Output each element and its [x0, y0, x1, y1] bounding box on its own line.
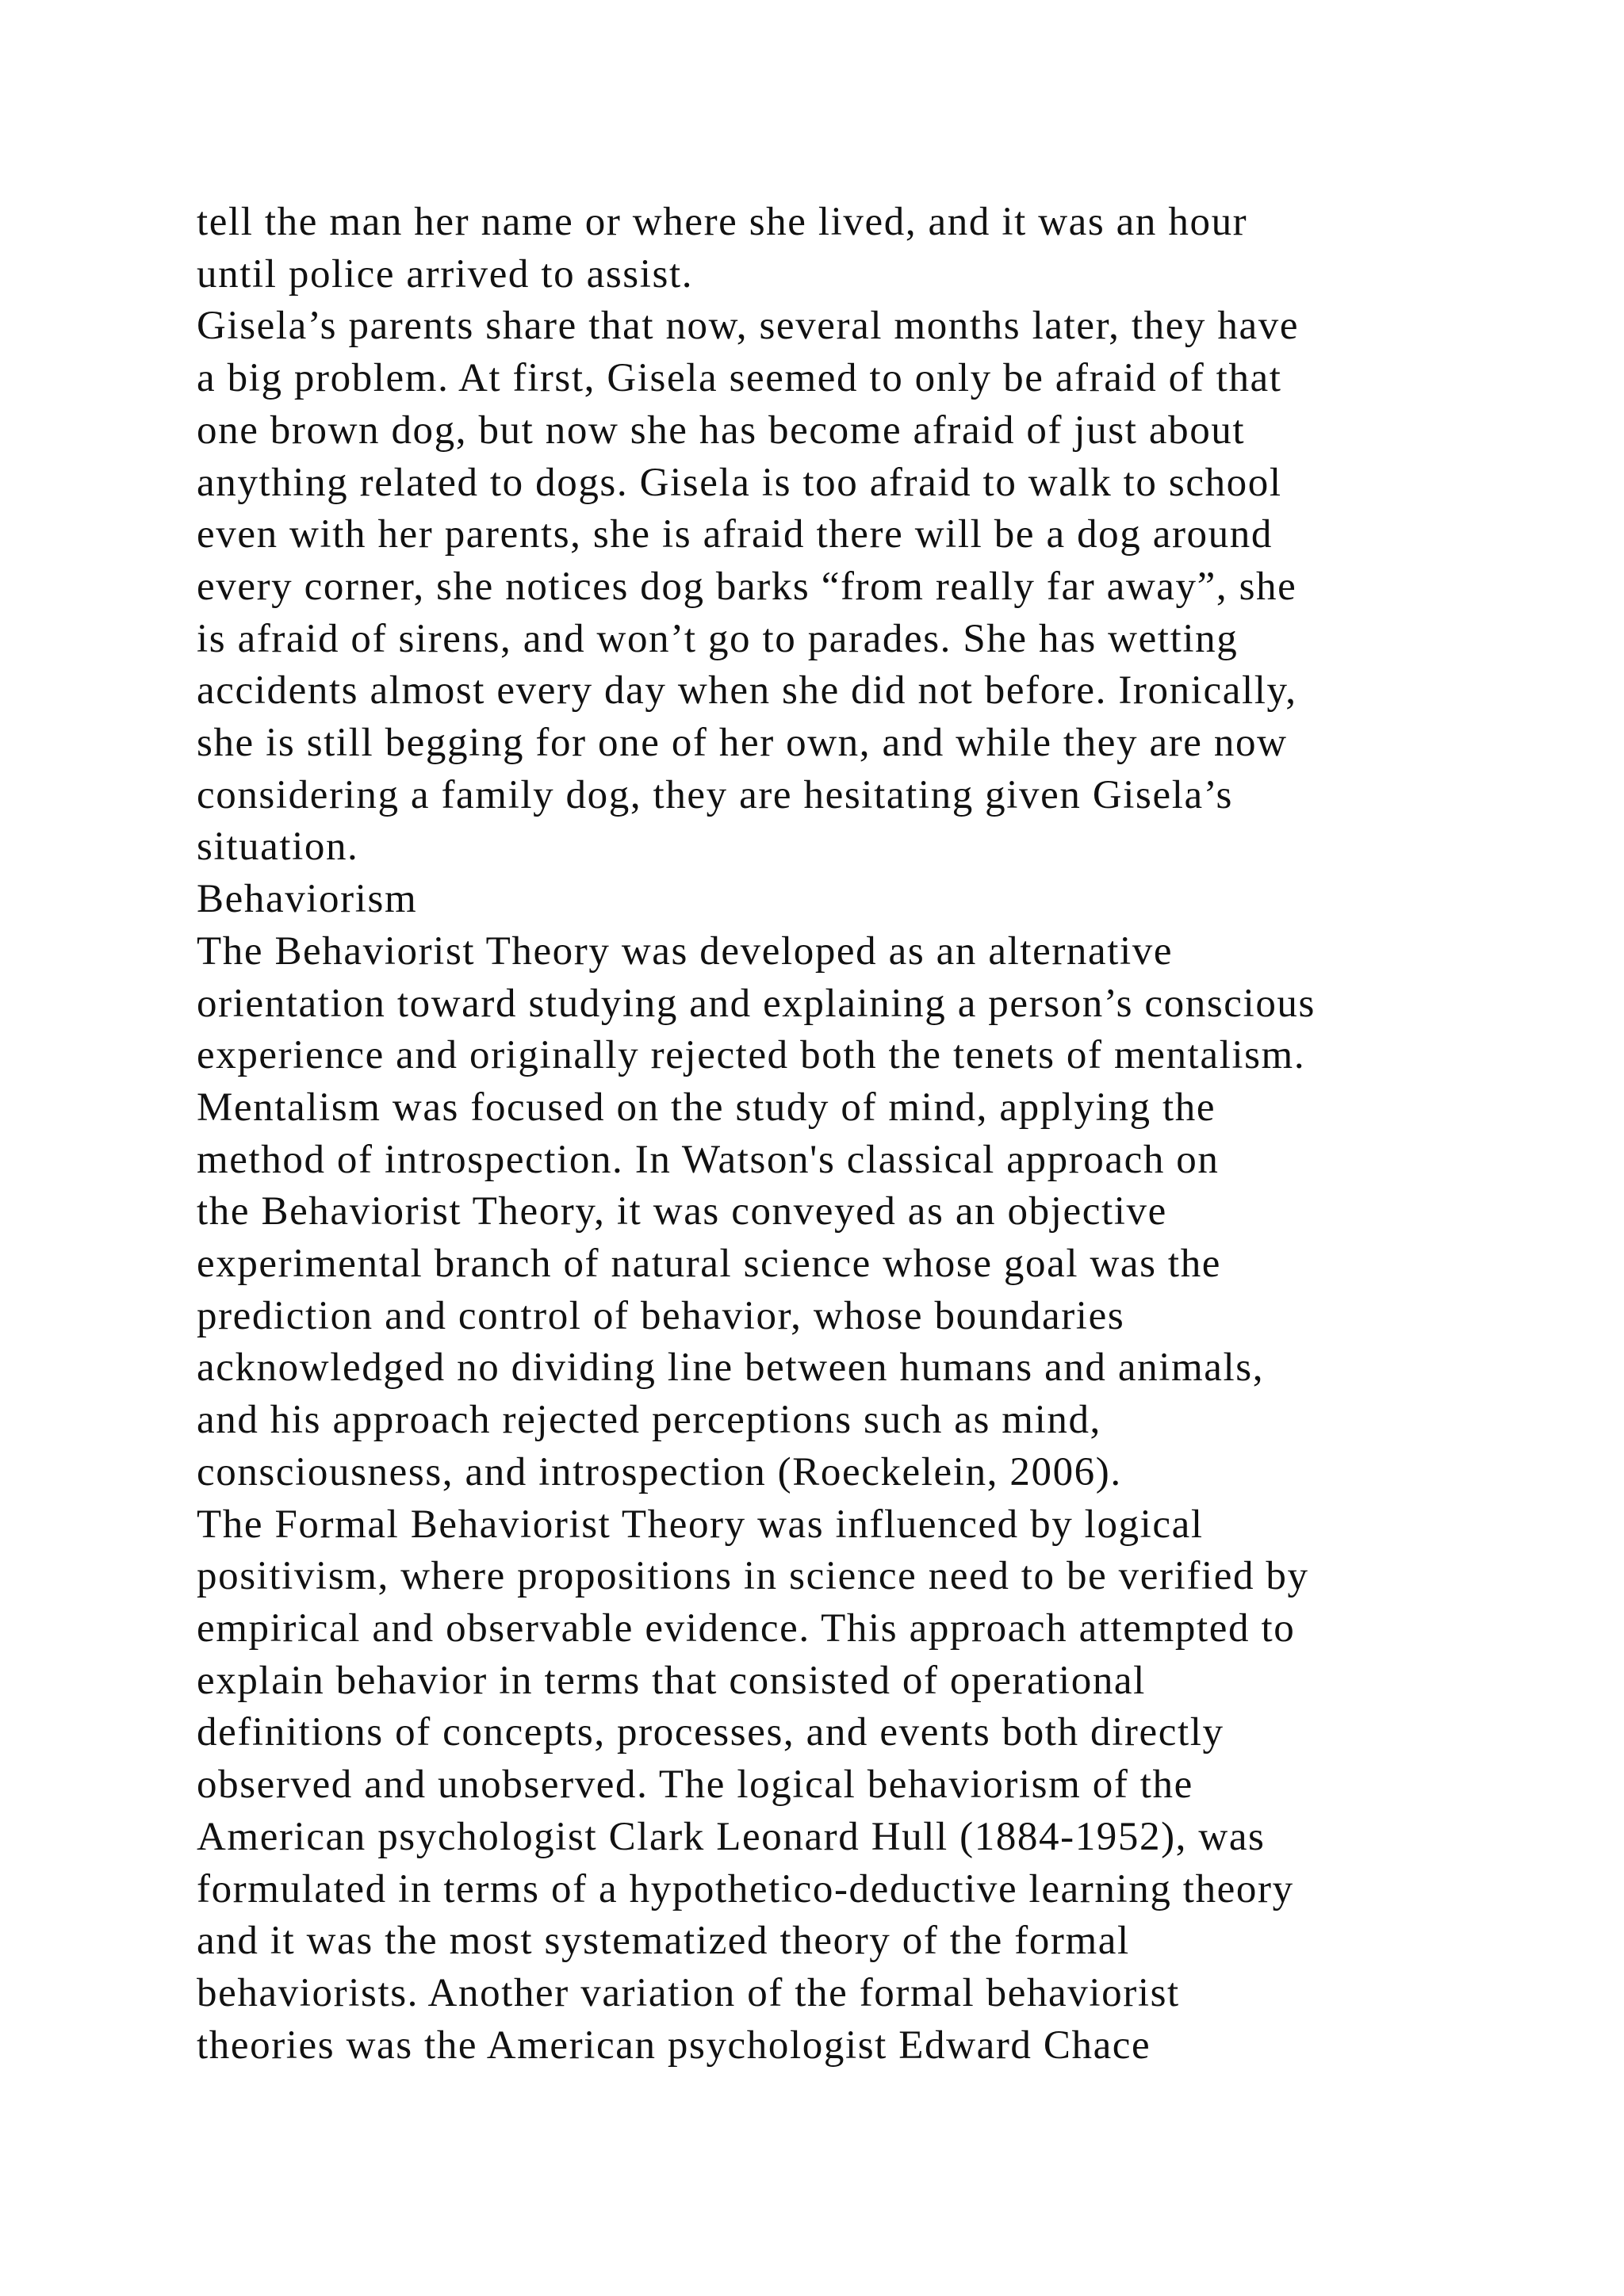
body-text [197, 197, 1545, 2072]
text-line: behaviorists. Another variation of the formal behaviorist [197, 1970, 1180, 2015]
text-line: formulated in terms of a hypothetico-deductive learning theory [197, 1866, 1294, 1911]
text-line: empirical and observable evidence. This approach attempted to [197, 1605, 1296, 1651]
text-line: accidents almost every day when she did not before. Ironically, [197, 668, 1297, 714]
section-heading: Behaviorism [197, 877, 418, 922]
text-line: method of introspection. In Watson's classical approach on [197, 1137, 1220, 1182]
text-line: situation. [197, 825, 359, 870]
text-line: theories was the American psychologist Edward Chace [197, 2022, 1151, 2068]
text-line: even with her parents, she is afraid there will be a dog around [197, 512, 1273, 557]
text-line: the Behaviorist Theory, it was conveyed as an objective [197, 1189, 1167, 1234]
text-line: orientation toward studying and explaining a person’s conscious [197, 981, 1316, 1026]
text-line: is afraid of sirens, and won’t go to parades. She has wetting [197, 616, 1239, 661]
text-line: experience and originally rejected both the tenets of mentalism. [197, 1033, 1306, 1078]
text-line: experimental branch of natural science whose goal was the [197, 1242, 1222, 1287]
text-line: definitions of concepts, processes, and events both directly [197, 1710, 1224, 1755]
text-line: one brown dog, but now she has become afraid of just about [197, 408, 1246, 453]
text-line: every corner, she notices dog barks “from really far away”, she [197, 564, 1297, 609]
text-line: explain behavior in terms that consisted of operational [197, 1658, 1146, 1703]
text-line: until police arrived to assist. [197, 251, 694, 297]
text-line: American psychologist Clark Leonard Hull (1884-1952), was [197, 1814, 1266, 1859]
text-line: she is still begging for one of her own, and while they are now [197, 721, 1288, 766]
text-line: prediction and control of behavior, whose boundaries [197, 1293, 1125, 1338]
text-line: The Formal Behaviorist Theory was influenced by logical [197, 1502, 1204, 1547]
text-line: The Behaviorist Theory was developed as an alternative [197, 928, 1174, 974]
text-line: tell the man her name or where she lived, and it was an hour [197, 200, 1248, 244]
text-line: consciousness, and introspection (Roeckelein, 2006). [197, 1449, 1122, 1494]
text-line: considering a family dog, they are hesitating given Gisela’s [197, 772, 1233, 817]
text-line: acknowledged no dividing line between humans and animals, [197, 1345, 1265, 1391]
text-line: positivism, where propositions in science need to be verified by [197, 1554, 1309, 1599]
text-line: a big problem. At first, Gisela seemed to only be afraid of that [197, 356, 1282, 401]
text-line: and his approach rejected perceptions such as mind, [197, 1398, 1101, 1443]
text-line: Gisela’s parents share that now, several months later, they have [197, 304, 1300, 349]
text-line: Mentalism was focused on the study of mind, applying the [197, 1085, 1216, 1130]
text-line: observed and unobserved. The logical behaviorism of the [197, 1762, 1193, 1808]
text-line: anything related to dogs. Gisela is too afraid to walk to school [197, 460, 1282, 505]
text-line: and it was the most systematized theory of the formal [197, 1919, 1130, 1964]
